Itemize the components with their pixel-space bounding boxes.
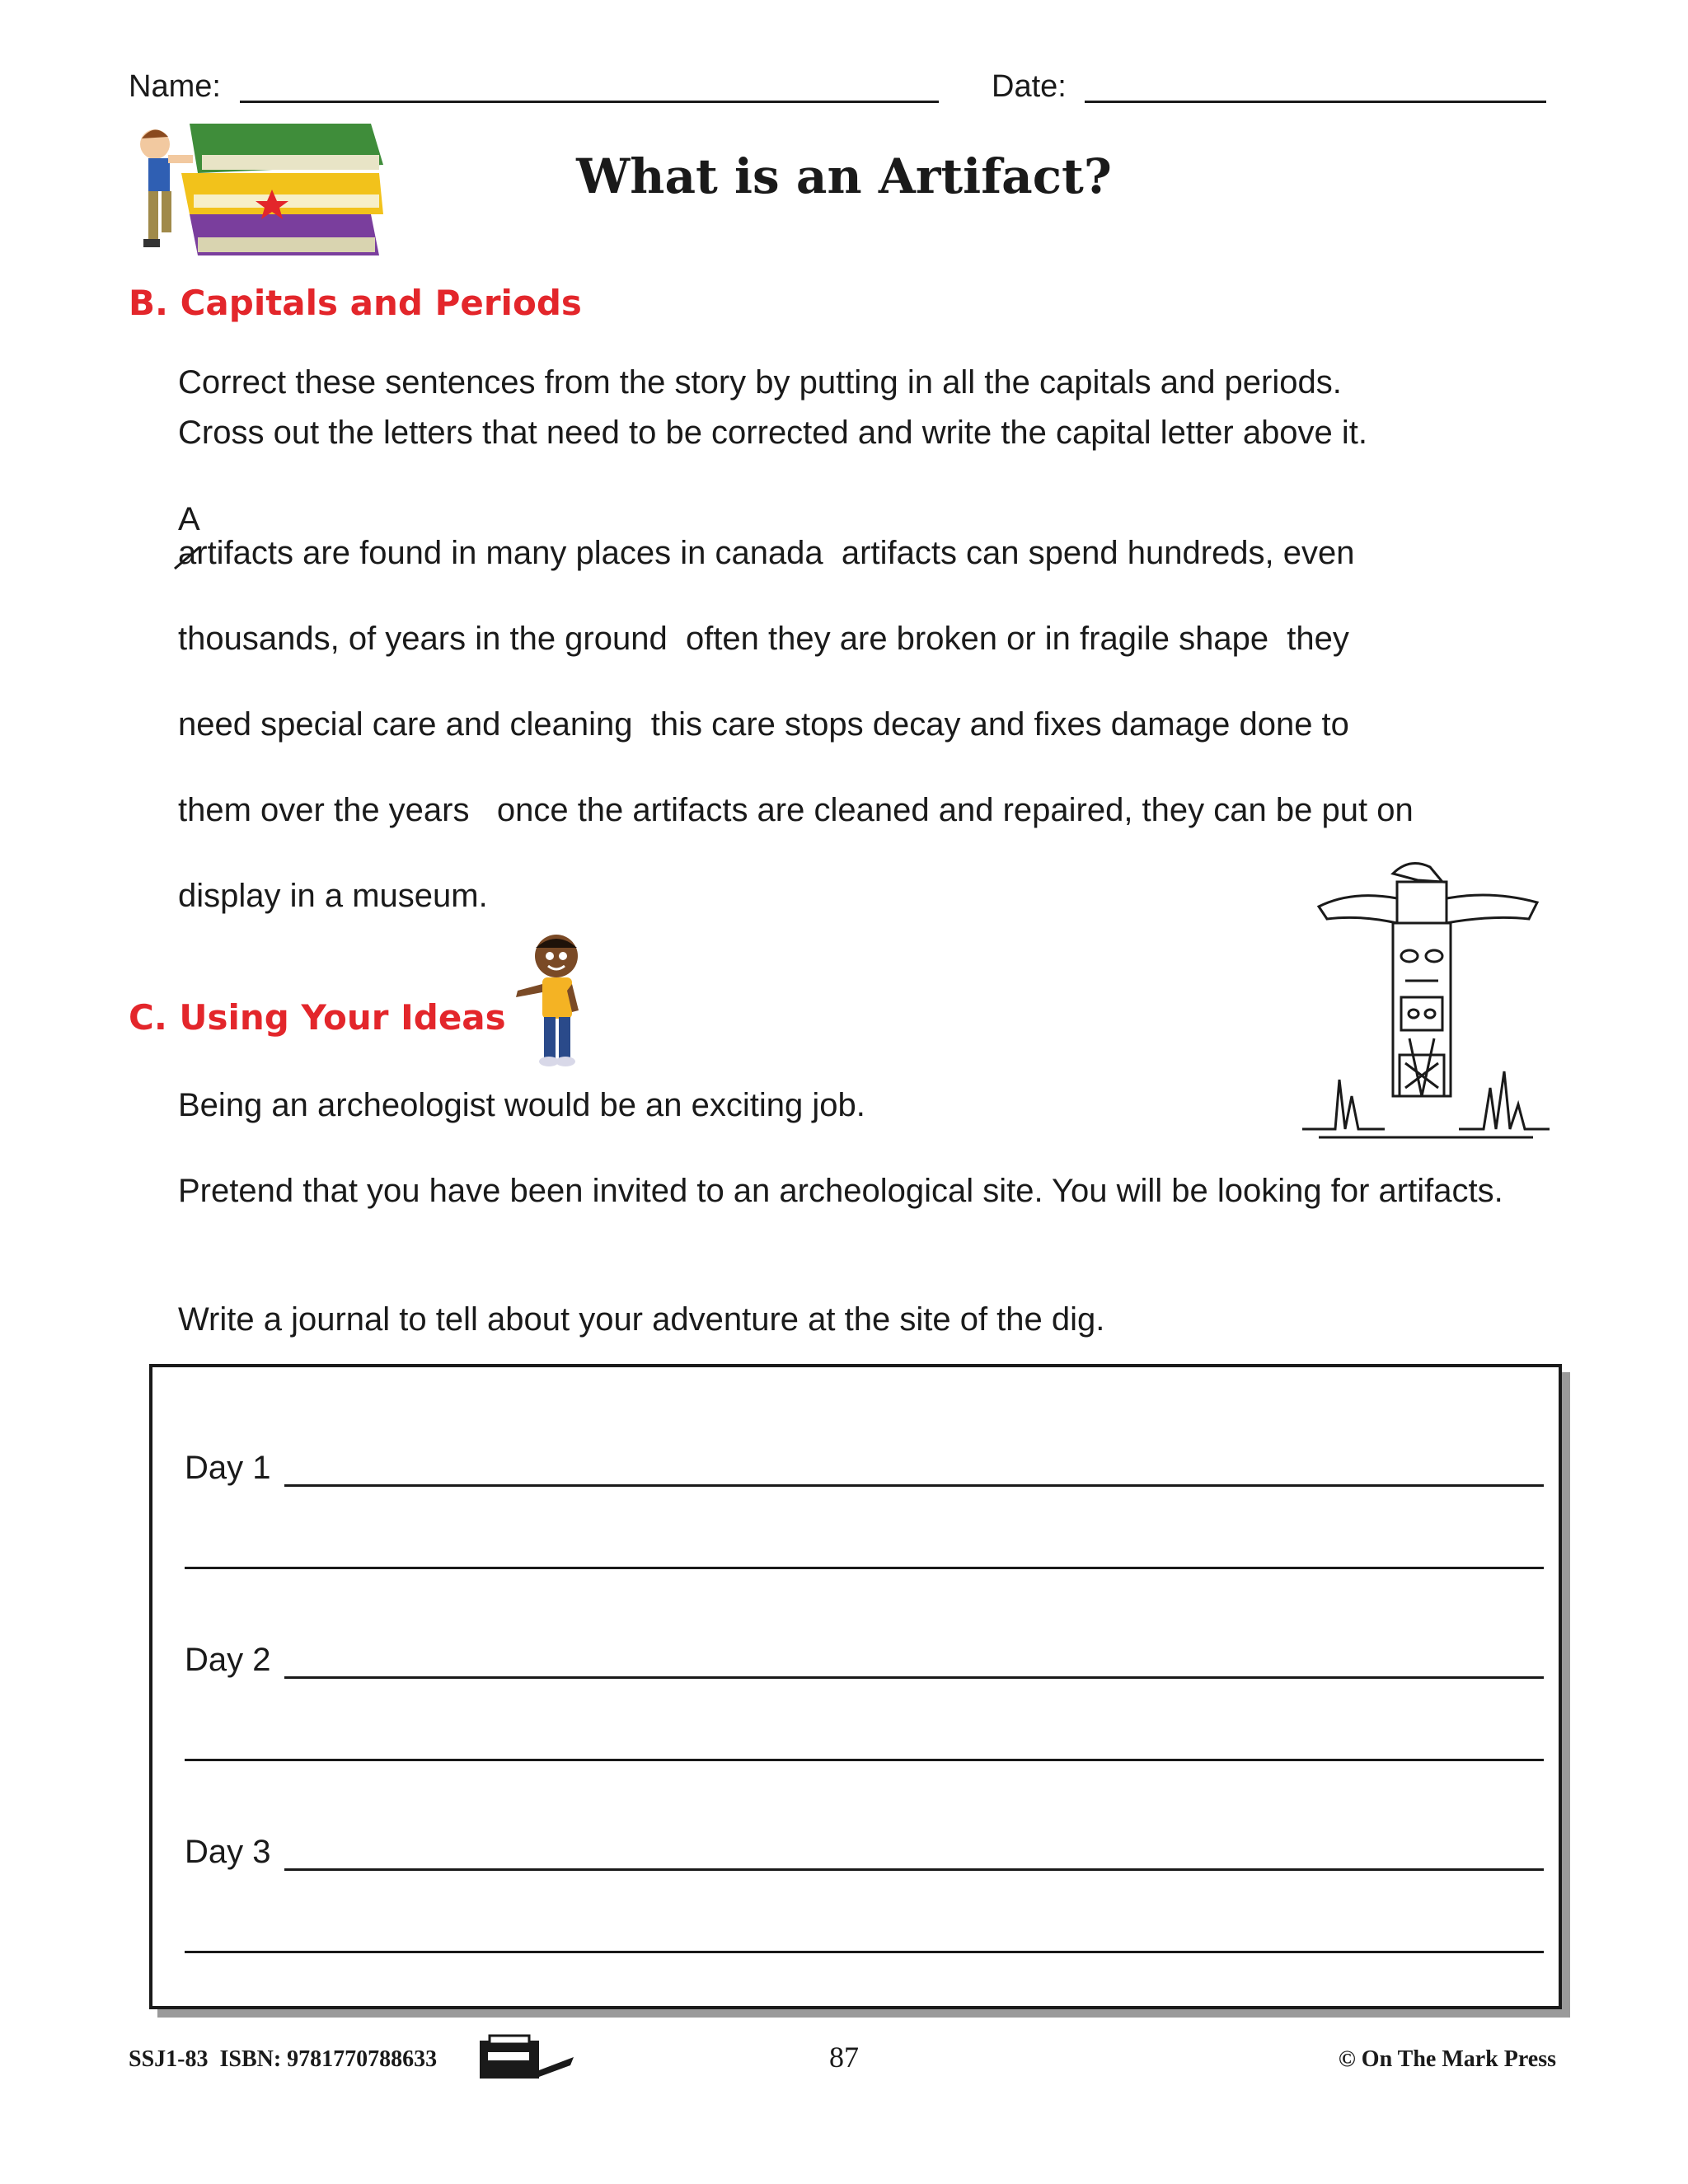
story-line-5: display in a museum. bbox=[178, 878, 488, 914]
section-c-paragraph-2: Pretend that you have been invited to an archeological site. You will be looking for artifacts. bbox=[178, 1173, 1503, 1209]
page-title: What is an Artifact? bbox=[576, 148, 1112, 204]
section-c-paragraph-3: Write a journal to tell about your adventure at the site of the dig. bbox=[178, 1301, 1105, 1338]
day-3-line-2[interactable] bbox=[185, 1951, 1544, 1953]
date-label: Date: bbox=[992, 69, 1067, 104]
day-2-line-2[interactable] bbox=[185, 1759, 1544, 1761]
footer-code: SSJ1-83 ISBN: 9781770788633 bbox=[129, 2046, 438, 2072]
day-2-line-1[interactable] bbox=[284, 1676, 1544, 1679]
section-b-instruction-1: Correct these sentences from the story by putting in all the capitals and periods. bbox=[178, 364, 1342, 401]
name-label: Name: bbox=[129, 69, 221, 104]
section-c-paragraph-1: Being an archeologist would be an exciting job. bbox=[178, 1087, 865, 1123]
day-1-label: Day 1 bbox=[185, 1450, 271, 1486]
story-line-2: thousands, of years in the ground often they are broken or in fragile shape they bbox=[178, 621, 1349, 657]
boy-illustration bbox=[511, 931, 585, 1067]
footer-copyright: © On The Mark Press bbox=[1338, 2046, 1556, 2072]
section-c-heading: C. Using Your Ideas bbox=[129, 997, 506, 1038]
section-b-heading: B. Capitals and Periods bbox=[129, 283, 582, 323]
day-1-line-1[interactable] bbox=[284, 1484, 1544, 1487]
story-line-3: need special care and cleaning this care stops decay and fixes damage done to bbox=[178, 706, 1349, 743]
journal-box bbox=[149, 1364, 1562, 2009]
date-field[interactable] bbox=[1085, 101, 1546, 103]
story-line-4: them over the years once the artifacts are cleaned and repaired, they can be put on bbox=[178, 792, 1414, 828]
day-3-line-1[interactable] bbox=[284, 1868, 1544, 1871]
day-3-label: Day 3 bbox=[185, 1834, 271, 1870]
totem-pole-illustration bbox=[1302, 857, 1550, 1146]
copier-icon bbox=[478, 2032, 577, 2082]
day-1-line-2[interactable] bbox=[185, 1567, 1544, 1569]
example-capital-letter: A bbox=[178, 501, 200, 537]
page-number: 87 bbox=[829, 2041, 859, 2074]
name-field[interactable] bbox=[240, 101, 939, 103]
story-line-1: artifacts are found in many places in canada artifacts can spend hundreds, even bbox=[178, 535, 1355, 571]
day-2-label: Day 2 bbox=[185, 1642, 271, 1678]
section-b-instruction-2: Cross out the letters that need to be corrected and write the capital letter above it. bbox=[178, 415, 1368, 451]
